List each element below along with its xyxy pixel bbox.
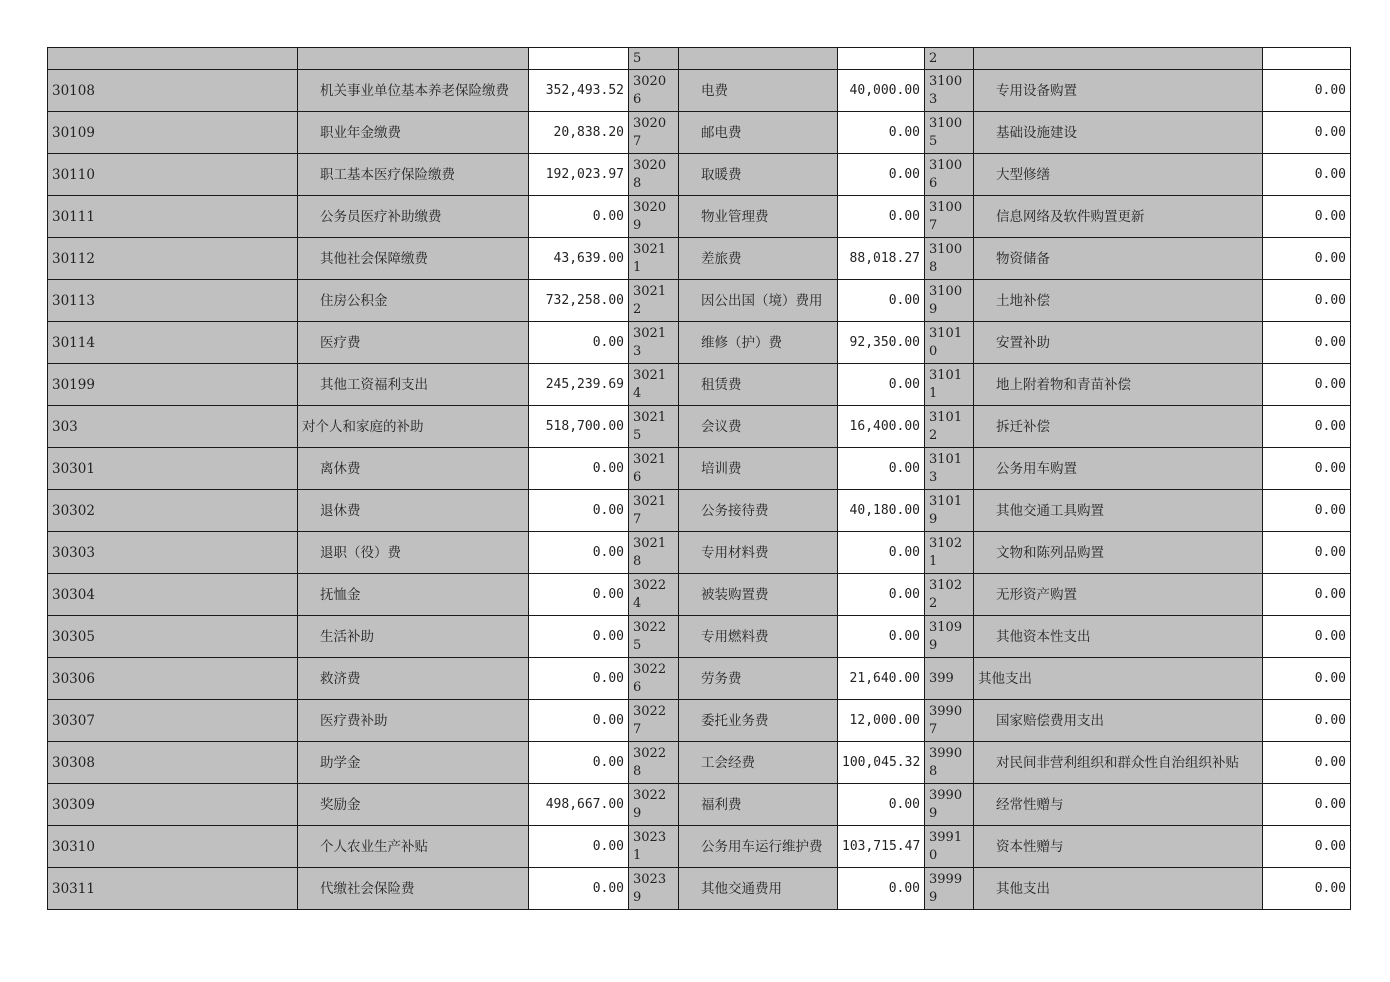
code3-cell: 31099	[925, 616, 974, 658]
amount3-cell: 0.00	[1263, 448, 1351, 490]
amount2-cell: 100,045.32	[838, 742, 925, 784]
code1-cell: 30311	[48, 868, 298, 910]
amount1-cell: 0.00	[529, 868, 629, 910]
name3-cell: 无形资产购置	[974, 574, 1263, 616]
amount2-cell: 0.00	[838, 154, 925, 196]
amount1-cell: 192,023.97	[529, 154, 629, 196]
code2-cell: 30207	[629, 112, 679, 154]
amount1-cell: 245,239.69	[529, 364, 629, 406]
name3-cell: 信息网络及软件购置更新	[974, 196, 1263, 238]
name2-cell: 因公出国（境）费用	[679, 280, 838, 322]
name3-cell: 公务用车购置	[974, 448, 1263, 490]
table-row	[48, 700, 1351, 742]
code1-cell: 30309	[48, 784, 298, 826]
amount2-cell: 88,018.27	[838, 238, 925, 280]
name3-cell: 其他支出	[974, 658, 1263, 700]
name2-cell: 劳务费	[679, 658, 838, 700]
name2-cell: 邮电费	[679, 112, 838, 154]
code3-cell: 39999	[925, 868, 974, 910]
code1-cell: 30308	[48, 742, 298, 784]
name3-cell: 国家赔偿费用支出	[974, 700, 1263, 742]
code1-cell: 30113	[48, 280, 298, 322]
name2-cell: 其他交通费用	[679, 868, 838, 910]
code3-cell: 31022	[925, 574, 974, 616]
name1-cell: 医疗费	[298, 322, 529, 364]
name3-cell: 文物和陈列品购置	[974, 532, 1263, 574]
code2-cell: 30214	[629, 364, 679, 406]
code2-cell: 30216	[629, 448, 679, 490]
name3-cell: 物资储备	[974, 238, 1263, 280]
code1-cell: 30111	[48, 196, 298, 238]
code2-cell: 30212	[629, 280, 679, 322]
amount3-cell: 0.00	[1263, 742, 1351, 784]
amount1-cell: 43,639.00	[529, 238, 629, 280]
amount1-cell: 0.00	[529, 532, 629, 574]
amount2-cell: 0.00	[838, 364, 925, 406]
amount1-cell: 0.00	[529, 196, 629, 238]
amount1-cell: 498,667.00	[529, 784, 629, 826]
table-row	[48, 448, 1351, 490]
amount2-cell: 16,400.00	[838, 406, 925, 448]
code3-cell: 31013	[925, 448, 974, 490]
amount1-cell: 0.00	[529, 322, 629, 364]
code3-cell: 39910	[925, 826, 974, 868]
name1-cell: 个人农业生产补贴	[298, 826, 529, 868]
name1-cell: 其他社会保障缴费	[298, 238, 529, 280]
name1-cell: 抚恤金	[298, 574, 529, 616]
name1-cell: 其他工资福利支出	[298, 364, 529, 406]
name2-cell: 委托业务费	[679, 700, 838, 742]
name1-cell: 职工基本医疗保险缴费	[298, 154, 529, 196]
amount2-cell: 40,180.00	[838, 490, 925, 532]
name3-cell: 经常性赠与	[974, 784, 1263, 826]
code1-cell: 30301	[48, 448, 298, 490]
code2-cell: 30206	[629, 70, 679, 112]
code2-cell: 30227	[629, 700, 679, 742]
amount1-cell: 0.00	[529, 448, 629, 490]
amount2-cell: 0.00	[838, 532, 925, 574]
name3-cell: 拆迁补偿	[974, 406, 1263, 448]
code3-cell: 31019	[925, 490, 974, 532]
name2-cell: 差旅费	[679, 238, 838, 280]
code1-cell: 30109	[48, 112, 298, 154]
amount2-cell: 0.00	[838, 196, 925, 238]
amount1-cell: 0.00	[529, 658, 629, 700]
amount3-cell: 0.00	[1263, 574, 1351, 616]
amount3-cell: 0.00	[1263, 658, 1351, 700]
table-row	[48, 826, 1351, 868]
name1-cell: 离休费	[298, 448, 529, 490]
code2-cell: 30218	[629, 532, 679, 574]
name1-cell: 公务员医疗补助缴费	[298, 196, 529, 238]
name2-cell: 公务用车运行维护费	[679, 826, 838, 868]
amount3-cell: 0.00	[1263, 490, 1351, 532]
code2-cell: 5	[629, 48, 679, 70]
table-row	[48, 490, 1351, 532]
amount2-cell: 92,350.00	[838, 322, 925, 364]
code3-cell: 31003	[925, 70, 974, 112]
name2-cell: 公务接待费	[679, 490, 838, 532]
name1-cell: 救济费	[298, 658, 529, 700]
amount2-cell: 0.00	[838, 868, 925, 910]
table-row	[48, 574, 1351, 616]
amount1-cell: 0.00	[529, 700, 629, 742]
code1-cell	[48, 48, 298, 70]
table-row	[48, 196, 1351, 238]
amount3-cell: 0.00	[1263, 70, 1351, 112]
name2-cell: 会议费	[679, 406, 838, 448]
table-row	[48, 658, 1351, 700]
code3-cell: 31021	[925, 532, 974, 574]
name2-cell: 被装购置费	[679, 574, 838, 616]
name2-cell: 取暖费	[679, 154, 838, 196]
name1-cell: 住房公积金	[298, 280, 529, 322]
amount3-cell: 0.00	[1263, 112, 1351, 154]
amount2-cell: 12,000.00	[838, 700, 925, 742]
name2-cell: 物业管理费	[679, 196, 838, 238]
code1-cell: 30199	[48, 364, 298, 406]
name3-cell: 大型修缮	[974, 154, 1263, 196]
name2-cell: 电费	[679, 70, 838, 112]
name3-cell	[974, 48, 1263, 70]
amount2-cell: 0.00	[838, 112, 925, 154]
code2-cell: 30231	[629, 826, 679, 868]
table-row	[48, 238, 1351, 280]
code3-cell: 2	[925, 48, 974, 70]
code1-cell: 30304	[48, 574, 298, 616]
amount3-cell: 0.00	[1263, 826, 1351, 868]
amount1-cell: 0.00	[529, 574, 629, 616]
code2-cell: 30225	[629, 616, 679, 658]
table-row	[48, 532, 1351, 574]
amount3-cell: 0.00	[1263, 280, 1351, 322]
code3-cell: 39908	[925, 742, 974, 784]
amount3-cell: 0.00	[1263, 616, 1351, 658]
amount2-cell: 0.00	[838, 448, 925, 490]
name2-cell: 专用材料费	[679, 532, 838, 574]
amount3-cell: 0.00	[1263, 868, 1351, 910]
table-row	[48, 784, 1351, 826]
code2-cell: 30228	[629, 742, 679, 784]
amount1-cell: 0.00	[529, 616, 629, 658]
name3-cell: 土地补偿	[974, 280, 1263, 322]
name1-cell: 对个人和家庭的补助	[298, 406, 529, 448]
amount2-cell: 21,640.00	[838, 658, 925, 700]
amount2-cell: 0.00	[838, 574, 925, 616]
code3-cell: 399	[925, 658, 974, 700]
table-row	[48, 868, 1351, 910]
amount1-cell	[529, 48, 629, 70]
code3-cell: 31011	[925, 364, 974, 406]
amount1-cell: 732,258.00	[529, 280, 629, 322]
table-row	[48, 70, 1351, 112]
code1-cell: 30310	[48, 826, 298, 868]
amount1-cell: 0.00	[529, 490, 629, 532]
name3-cell: 其他支出	[974, 868, 1263, 910]
amount3-cell: 0.00	[1263, 364, 1351, 406]
code1-cell: 30108	[48, 70, 298, 112]
amount1-cell: 20,838.20	[529, 112, 629, 154]
code3-cell: 39907	[925, 700, 974, 742]
table-row	[48, 280, 1351, 322]
name1-cell: 助学金	[298, 742, 529, 784]
table-row	[48, 616, 1351, 658]
amount2-cell: 0.00	[838, 784, 925, 826]
code3-cell: 31006	[925, 154, 974, 196]
amount3-cell: 0.00	[1263, 700, 1351, 742]
name1-cell: 机关事业单位基本养老保险缴费	[298, 70, 529, 112]
amount2-cell: 0.00	[838, 616, 925, 658]
code3-cell: 31009	[925, 280, 974, 322]
name2-cell: 维修（护）费	[679, 322, 838, 364]
code2-cell: 30211	[629, 238, 679, 280]
name3-cell: 其他资本性支出	[974, 616, 1263, 658]
amount3-cell: 0.00	[1263, 784, 1351, 826]
amount3-cell: 0.00	[1263, 196, 1351, 238]
table-row-partial	[48, 48, 1351, 70]
name2-cell: 工会经费	[679, 742, 838, 784]
table-row	[48, 742, 1351, 784]
amount1-cell: 0.00	[529, 826, 629, 868]
name3-cell: 安置补助	[974, 322, 1263, 364]
code1-cell: 30114	[48, 322, 298, 364]
code1-cell: 30110	[48, 154, 298, 196]
code3-cell: 31010	[925, 322, 974, 364]
code2-cell: 30239	[629, 868, 679, 910]
code3-cell: 31008	[925, 238, 974, 280]
code1-cell: 30112	[48, 238, 298, 280]
code1-cell: 30306	[48, 658, 298, 700]
code1-cell: 30303	[48, 532, 298, 574]
amount3-cell: 0.00	[1263, 238, 1351, 280]
code3-cell: 31007	[925, 196, 974, 238]
budget-expenditure-table	[47, 47, 1351, 910]
name3-cell: 对民间非营利组织和群众性自治组织补贴	[974, 742, 1263, 784]
amount2-cell: 0.00	[838, 280, 925, 322]
amount1-cell: 518,700.00	[529, 406, 629, 448]
code3-cell: 31005	[925, 112, 974, 154]
name2-cell	[679, 48, 838, 70]
name3-cell: 专用设备购置	[974, 70, 1263, 112]
name2-cell: 福利费	[679, 784, 838, 826]
amount2-cell: 103,715.47	[838, 826, 925, 868]
amount3-cell	[1263, 48, 1351, 70]
amount2-cell	[838, 48, 925, 70]
amount3-cell: 0.00	[1263, 532, 1351, 574]
name1-cell: 代缴社会保险费	[298, 868, 529, 910]
amount3-cell: 0.00	[1263, 406, 1351, 448]
amount3-cell: 0.00	[1263, 322, 1351, 364]
code1-cell: 30302	[48, 490, 298, 532]
code2-cell: 30209	[629, 196, 679, 238]
code2-cell: 30217	[629, 490, 679, 532]
amount3-cell: 0.00	[1263, 154, 1351, 196]
code3-cell: 31012	[925, 406, 974, 448]
name2-cell: 租赁费	[679, 364, 838, 406]
code3-cell: 39909	[925, 784, 974, 826]
code2-cell: 30213	[629, 322, 679, 364]
code2-cell: 30215	[629, 406, 679, 448]
name3-cell: 地上附着物和青苗补偿	[974, 364, 1263, 406]
code2-cell: 30226	[629, 658, 679, 700]
name3-cell: 其他交通工具购置	[974, 490, 1263, 532]
table-row	[48, 154, 1351, 196]
name1-cell: 退休费	[298, 490, 529, 532]
name1-cell: 退职（役）费	[298, 532, 529, 574]
name2-cell: 专用燃料费	[679, 616, 838, 658]
name1-cell: 职业年金缴费	[298, 112, 529, 154]
code1-cell: 30305	[48, 616, 298, 658]
name2-cell: 培训费	[679, 448, 838, 490]
table-row	[48, 112, 1351, 154]
name1-cell: 生活补助	[298, 616, 529, 658]
code2-cell: 30208	[629, 154, 679, 196]
code2-cell: 30229	[629, 784, 679, 826]
amount1-cell: 352,493.52	[529, 70, 629, 112]
name1-cell: 医疗费补助	[298, 700, 529, 742]
code2-cell: 30224	[629, 574, 679, 616]
table-row	[48, 322, 1351, 364]
table-row	[48, 364, 1351, 406]
code1-cell: 30307	[48, 700, 298, 742]
table-body	[48, 48, 1351, 910]
name3-cell: 基础设施建设	[974, 112, 1263, 154]
code1-cell: 303	[48, 406, 298, 448]
name3-cell: 资本性赠与	[974, 826, 1263, 868]
amount1-cell: 0.00	[529, 742, 629, 784]
table-row	[48, 406, 1351, 448]
amount2-cell: 40,000.00	[838, 70, 925, 112]
name1-cell	[298, 48, 529, 70]
name1-cell: 奖励金	[298, 784, 529, 826]
